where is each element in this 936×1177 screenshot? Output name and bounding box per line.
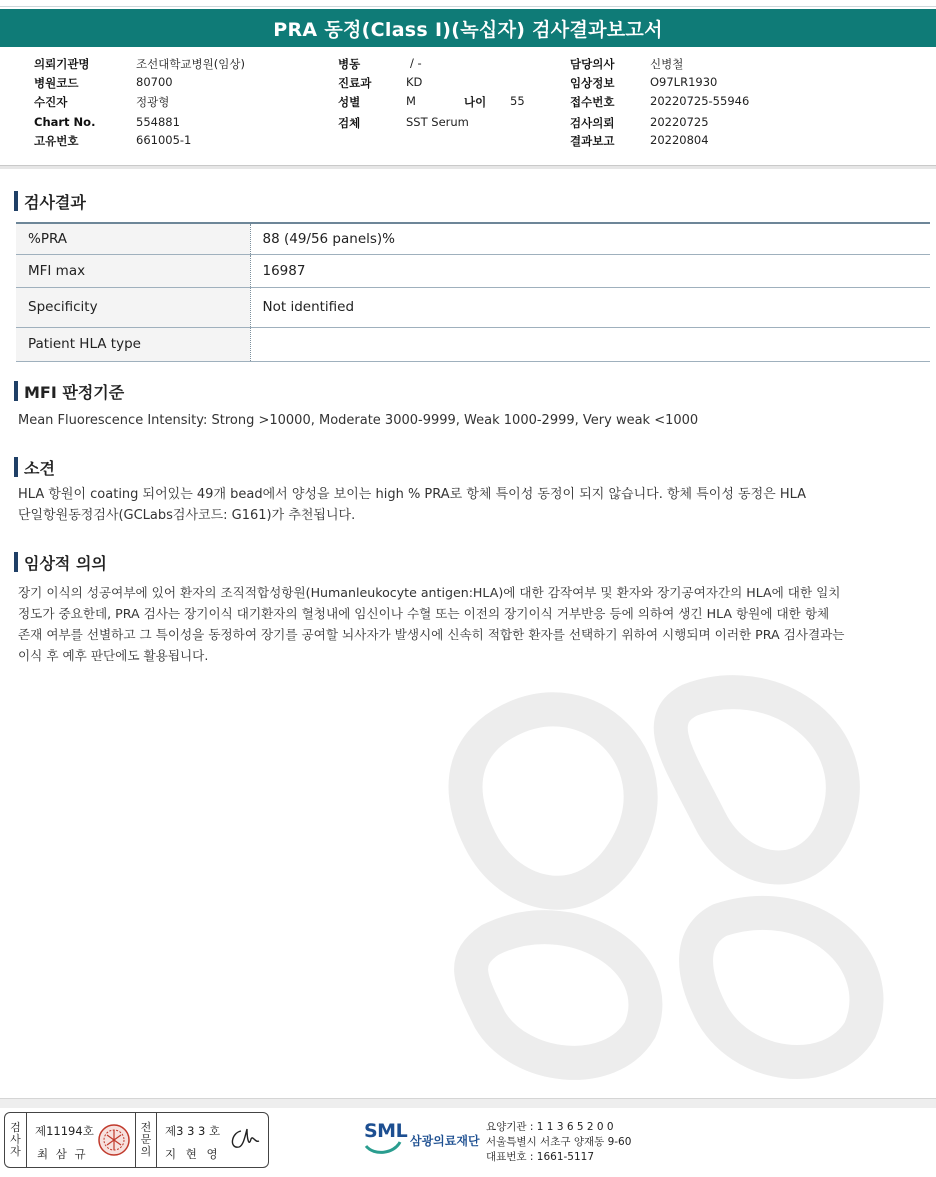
info-value: 신병철 <box>650 57 684 71</box>
info-value: 554881 <box>136 115 180 129</box>
info-row <box>0 75 936 93</box>
info-value: 20220725 <box>650 115 709 129</box>
opinion-line: 단일항원동정검사(GCLabs검사코드: G161)가 추천됩니다. <box>18 508 356 523</box>
info-label: 수진자 <box>34 95 68 109</box>
info-label: Chart No. <box>34 115 96 129</box>
patient-info <box>0 54 936 154</box>
result-key: MFI max <box>16 254 250 287</box>
table-row <box>16 287 930 327</box>
opinion-heading: 소견 <box>14 456 55 479</box>
info-value: / - <box>410 56 422 70</box>
info-value: KD <box>406 75 423 89</box>
logo-swoosh-icon <box>360 1116 404 1156</box>
signature-box <box>4 1112 269 1168</box>
specialist-name: 지 현 영 <box>165 1147 221 1161</box>
org-line: 요양기관 : 1 1 3 6 5 2 0 0 <box>486 1121 614 1133</box>
info-label: 병원코드 <box>34 76 79 90</box>
info-label: 검체 <box>338 116 361 130</box>
sml-logo <box>364 1120 407 1142</box>
clinical-line: 이식 후 예후 판단에도 활용됩니다. <box>18 648 209 663</box>
clinical-heading: 임상적 의의 <box>14 551 107 574</box>
table-row <box>16 327 930 361</box>
opinion-line: HLA 항원이 coating 되어있는 49개 bead에서 양성을 보이는 high % PRA로 항체 특이성 동정이 되지 않습니다. 항체 특이성 동정은 HLA <box>18 487 807 502</box>
info-value: 55 <box>510 94 525 108</box>
info-label: 성별 <box>338 95 361 109</box>
clinical-line: 존재 여부를 선별하고 그 특이성을 동정하여 장기를 공여할 뇌사자가 발생시에 신속히 적합한 환자를 선택하기 위하여 시행되며 이러한 PRA 검사결과는 <box>18 627 845 642</box>
top-border <box>0 0 936 7</box>
result-value: 88 (49/56 panels)% <box>250 223 930 254</box>
info-value: O97LR1930 <box>650 75 718 89</box>
seal-icon <box>97 1123 131 1157</box>
signature-icon <box>227 1123 263 1157</box>
logo-text: SML <box>364 1120 408 1142</box>
watermark-logo <box>390 640 930 1090</box>
clinical-line: 정도가 중요한데, PRA 검사는 장기이식 대기환자의 혈청내에 임신이나 수혈 또는 이전의 장기이식 거부반응 등에 의하여 생긴 HLA 항원에 대한 항체 <box>18 606 830 621</box>
info-label: 접수번호 <box>570 95 615 109</box>
result-value: Not identified <box>250 287 930 327</box>
result-key: %PRA <box>16 223 250 254</box>
specialist-number: 제3 3 3 호 <box>165 1124 221 1138</box>
mfi-heading: MFI 판정기준 <box>14 380 124 403</box>
specialist-label: 전 문 의 <box>135 1113 157 1167</box>
info-value: SST Serum <box>406 115 469 129</box>
info-value: 20220725-55946 <box>650 94 750 108</box>
info-row <box>0 94 936 112</box>
divider <box>0 165 936 169</box>
org-name: 삼광의료재단 <box>410 1134 480 1148</box>
result-value: 16987 <box>250 254 930 287</box>
org-line: 서울특별시 서초구 양재동 9-60 <box>486 1136 632 1148</box>
info-label: 임상정보 <box>570 76 615 90</box>
mfi-text: Mean Fluorescence Intensity: Strong >10000, Moderate 3000-9999, Weak 1000-2999, Very weak <1000 <box>18 413 699 428</box>
info-row <box>0 133 936 151</box>
info-value: 조선대학교병원(임상) <box>136 57 245 71</box>
info-label: 결과보고 <box>570 134 615 148</box>
opinion-text <box>18 484 806 526</box>
info-label: 병동 <box>338 57 361 71</box>
info-label: 고유번호 <box>34 134 79 148</box>
info-value: 20220804 <box>650 133 709 147</box>
info-label: 담당의사 <box>570 57 615 71</box>
info-label: 진료과 <box>338 76 372 90</box>
info-label: 검사의뢰 <box>570 116 615 130</box>
info-row <box>0 56 936 74</box>
table-row <box>16 223 930 254</box>
org-line: 대표번호 : 1661-5117 <box>486 1151 595 1163</box>
results-heading: 검사결과 <box>14 190 86 213</box>
info-value: 정광형 <box>136 95 170 109</box>
result-key: Patient HLA type <box>16 327 250 361</box>
info-value: 80700 <box>136 75 173 89</box>
org-info <box>486 1120 631 1165</box>
info-row <box>0 115 936 133</box>
table-row <box>16 254 930 287</box>
info-label: 나이 <box>464 95 487 109</box>
info-label: 의뢰기관명 <box>34 57 90 71</box>
examiner-label: 검 사 자 <box>5 1113 27 1167</box>
footer-divider <box>0 1098 936 1108</box>
result-value <box>250 327 930 361</box>
clinical-line: 장기 이식의 성공여부에 있어 환자의 조직적합성항원(Humanleukocyte antigen:HLA)에 대한 감작여부 및 환자와 장기공여자간의 HLA에 대한 일치 <box>18 585 841 600</box>
examiner-name: 최 삼 규 <box>37 1147 88 1161</box>
info-value: 661005-1 <box>136 133 192 147</box>
info-value: M <box>406 94 416 108</box>
result-key: Specificity <box>16 287 250 327</box>
examiner-number: 제11194호 <box>35 1124 94 1138</box>
report-title: PRA 동정(Class I)(녹십자) 검사결과보고서 <box>0 9 936 47</box>
clinical-text <box>18 582 844 666</box>
results-table <box>16 222 930 362</box>
